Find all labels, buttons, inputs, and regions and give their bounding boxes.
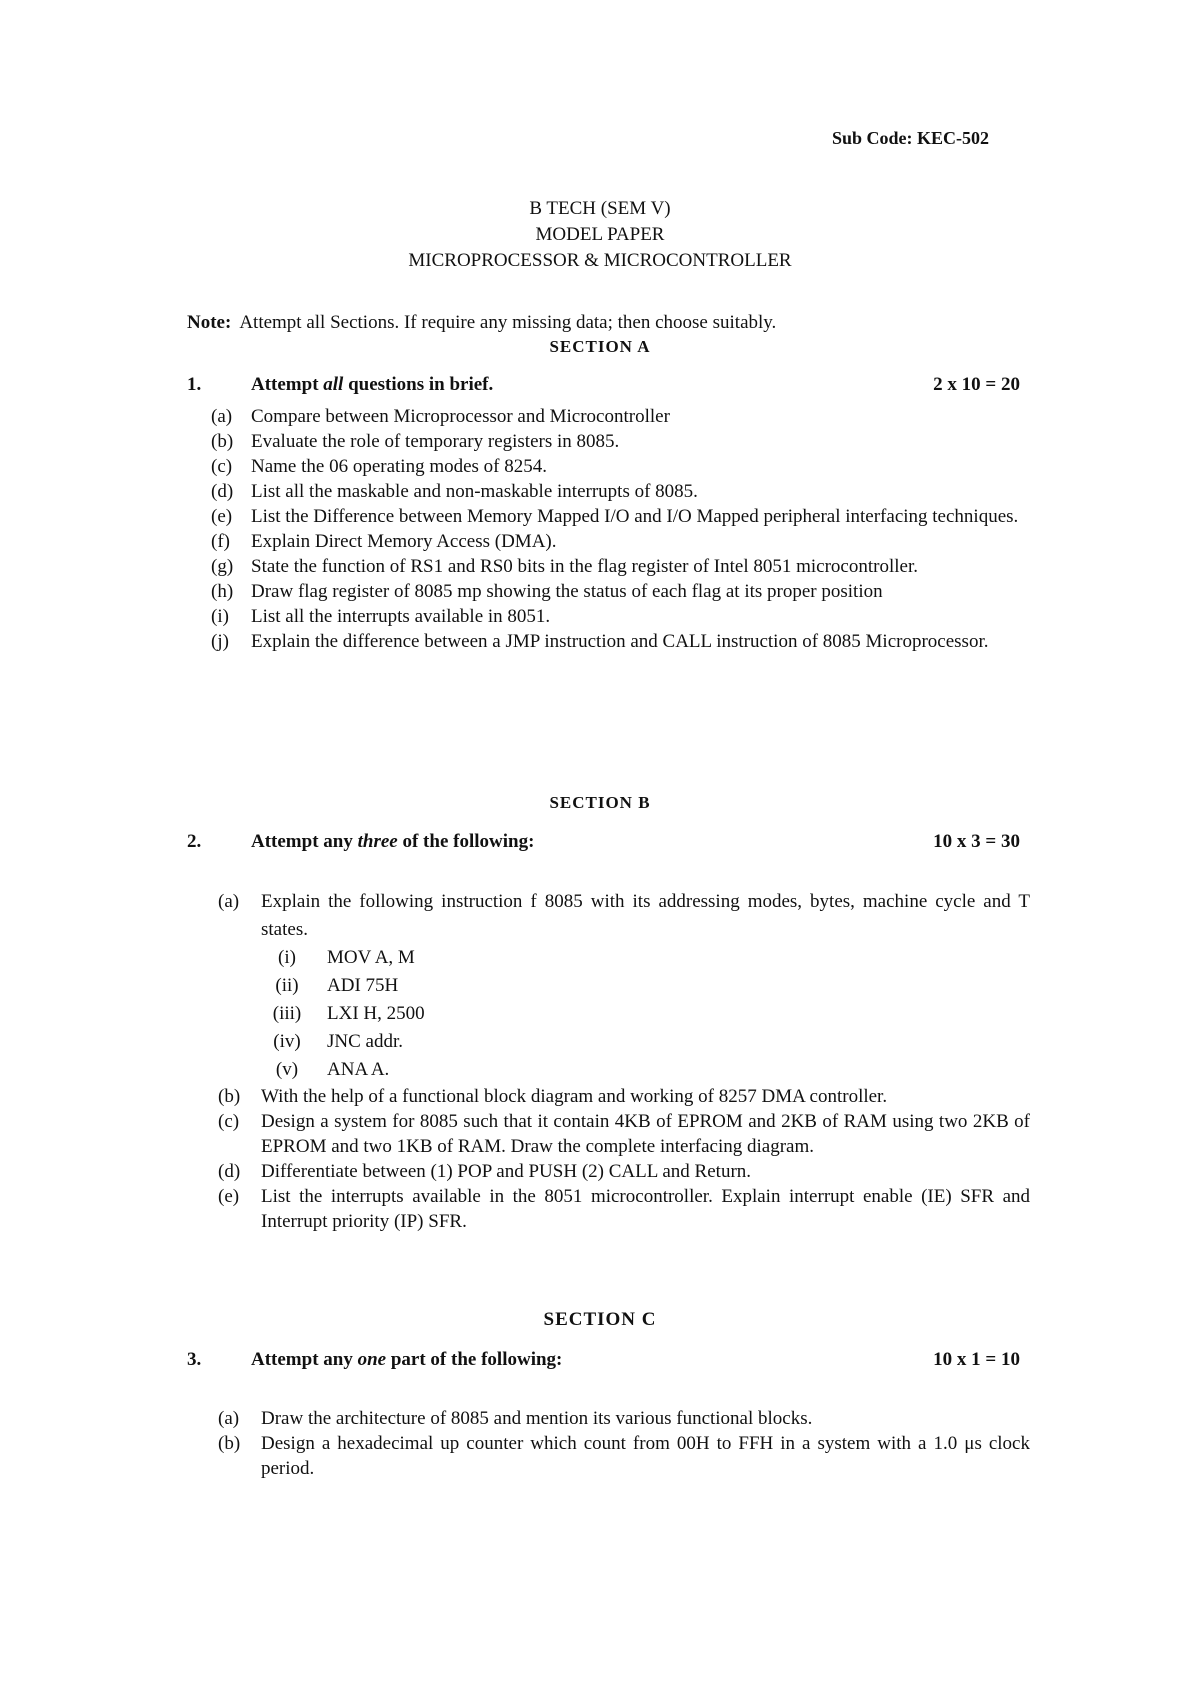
question-marks: 10 x 1 = 10 xyxy=(933,1349,1020,1370)
list-item: (c) Name the 06 operating modes of 8254. xyxy=(211,456,548,477)
list-item: (e) List the Difference between Memory Mapped I/O and I/O Mapped peripheral interfacing techniques. xyxy=(211,506,1019,527)
program-title: B TECH (SEM V) xyxy=(529,198,671,219)
list-item: (j) Explain the difference between a JMP instruction and CALL instruction of 8085 Microprocessor. xyxy=(211,631,989,652)
list-item: (g) State the function of RS1 and RS0 bits in the flag register of Intel 8051 microcontroller. xyxy=(211,556,918,577)
list-item: (a) Draw the architecture of 8085 and mention its various functional blocks. xyxy=(218,1408,813,1429)
list-item: (b) Design a hexadecimal up counter which count from 00H to FFH in a system with a 1.0 μs clock period. xyxy=(218,1433,1030,1479)
question-marks: 10 x 3 = 30 xyxy=(933,831,1020,852)
subject-title: MICROPROCESSOR & MICROCONTROLLER xyxy=(408,250,792,271)
list-item: (a) Explain the following instruction f 8085 with its addressing modes, bytes, machine cycle and T states. xyxy=(218,891,1030,940)
sub-item: (iii) LXI H, 2500 xyxy=(272,1003,425,1024)
section-a-items xyxy=(187,404,1020,654)
section-a-title: SECTION A xyxy=(549,337,651,356)
question-number: 3. xyxy=(187,1349,202,1370)
question-marks: 2 x 10 = 20 xyxy=(933,374,1020,395)
sub-item: (v) ANA A. xyxy=(275,1059,390,1080)
note xyxy=(187,310,776,335)
list-item: (a) Compare between Microprocessor and Microcontroller xyxy=(211,406,670,427)
sub-item: (i) MOV A, M xyxy=(278,947,415,968)
question-instruction: Attempt any three of the following: xyxy=(251,831,535,852)
list-item: (i) List all the interrupts available in 8051. xyxy=(211,606,551,627)
list-item: (c) Design a system for 8085 such that it contain 4KB of EPROM and 2KB of RAM using two 2KB of EPROM and two 1KB of RAM. Draw the complete interfacing diagram. xyxy=(218,1111,1030,1157)
list-item: (d) List all the maskable and non-maskable interrupts of 8085. xyxy=(211,481,698,502)
note-text: Attempt all Sections. If require any missing data; then choose suitably. xyxy=(239,312,777,333)
list-item: (e) List the interrupts available in the 8051 microcontroller. Explain interrupt enable (IE) SFR and Interrupt priority (IP) SFR. xyxy=(218,1186,1030,1232)
sub-item: (ii) ADI 75H xyxy=(275,975,399,996)
section-b-title: SECTION B xyxy=(549,793,651,812)
question-number: 2. xyxy=(187,831,202,852)
paper-type-title: MODEL PAPER xyxy=(535,224,665,245)
list-item: (d) Differentiate between (1) POP and PUSH (2) CALL and Return. xyxy=(218,1161,752,1182)
question-instruction: Attempt all questions in brief. xyxy=(251,374,494,395)
list-item: (b) Evaluate the role of temporary registers in 8085. xyxy=(211,431,620,452)
paper-title-block xyxy=(0,196,1200,274)
list-item: (f) Explain Direct Memory Access (DMA). xyxy=(211,531,557,552)
section-b-items xyxy=(187,888,1030,1234)
subject-code: Sub Code: KEC-502 xyxy=(831,128,989,148)
question-instruction: Attempt any one part of the following: xyxy=(251,1349,563,1370)
section-c-title: SECTION C xyxy=(543,1309,657,1330)
note-label: Note: xyxy=(187,312,232,333)
section-c-items xyxy=(187,1406,1030,1481)
question-number: 1. xyxy=(187,374,202,395)
sub-item: (iv) JNC addr. xyxy=(273,1031,403,1052)
list-item: (h) Draw flag register of 8085 mp showing the status of each flag at its proper position xyxy=(211,581,883,602)
list-item: (b) With the help of a functional block diagram and working of 8257 DMA controller. xyxy=(218,1086,888,1107)
